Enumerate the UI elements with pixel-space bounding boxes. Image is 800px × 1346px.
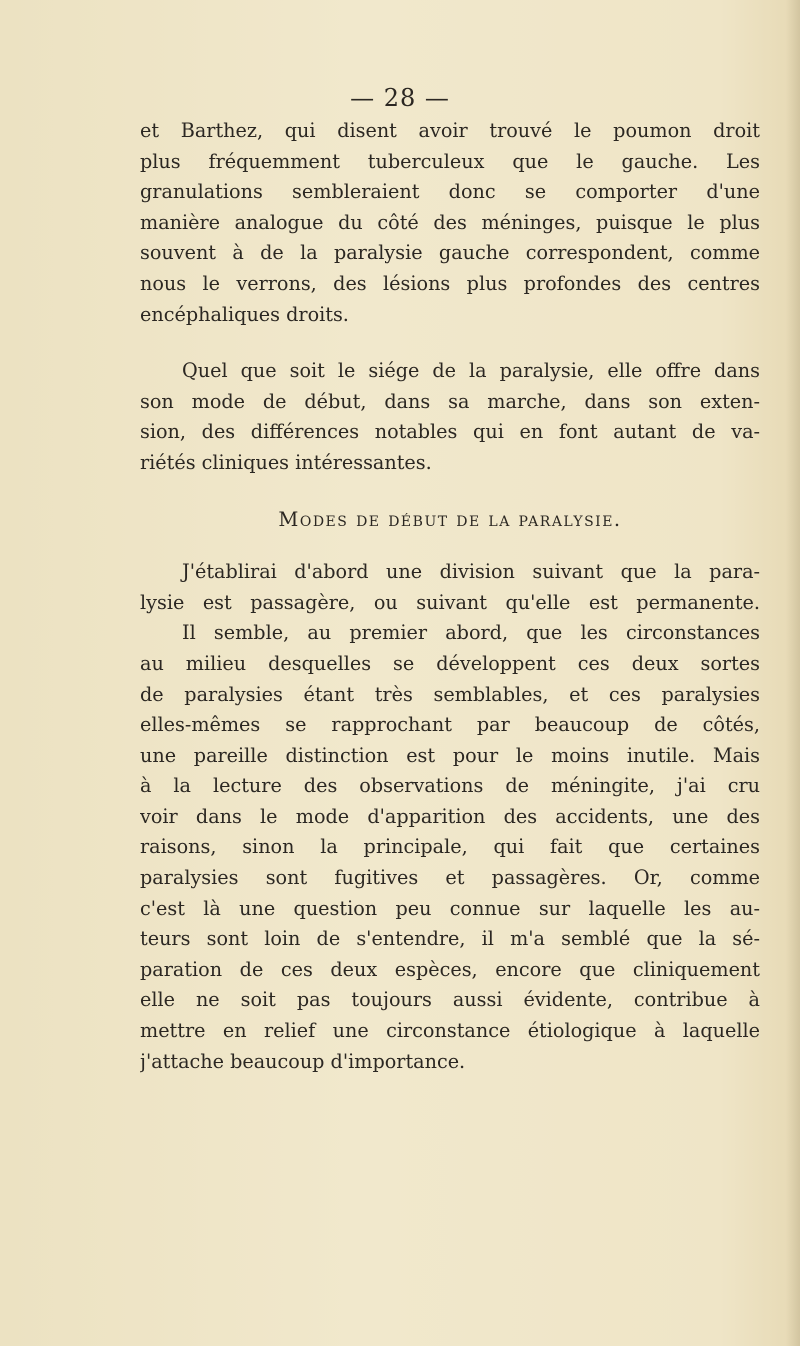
text-line: raisons, sinon la principale, qui fait que certaines [140, 835, 760, 859]
text-line: encéphaliques droits. [140, 302, 349, 326]
text-line: J'établirai d'abord une division suivant que la para- [182, 560, 760, 584]
paragraph-3 [140, 557, 760, 618]
text-line: au milieu desquelles se développent ces deux sortes [140, 651, 760, 675]
text-line: manière analogue du côté des méninges, puisque le plus [140, 210, 760, 234]
page-number: — 28 — [350, 84, 450, 112]
paragraph-1 [140, 116, 760, 330]
text-line: teurs sont loin de s'entendre, il m'a semblé que la sé- [140, 927, 760, 951]
text-line: paralysies sont fugitives et passagères. Or, comme [140, 866, 760, 890]
paragraph-spacer [140, 479, 760, 505]
text-line: j'attache beaucoup d'importance. [140, 1049, 466, 1073]
text-line: mettre en relief une circonstance étiologique à laquelle [140, 1019, 760, 1043]
text-line: de paralysies étant très semblables, et ces paralysies [140, 682, 760, 706]
text-line: riétés cliniques intéressantes. [140, 450, 432, 474]
text-line: elles-mêmes se rapprochant par beaucoup de côtés, [140, 713, 760, 737]
section-heading: Modes de début de la paralysie. [278, 507, 622, 531]
text-line: granulations sembleraient donc se comporter d'une [140, 180, 760, 204]
page-text [140, 116, 760, 1077]
text-line: nous le verrons, des lésions plus profondes des centres [140, 271, 760, 295]
text-line: Il semble, au premier abord, que les circonstances [182, 621, 760, 645]
text-line: et Barthez, qui disent avoir trouvé le poumon droit [140, 119, 760, 142]
text-line: sion, des différences notables qui en font autant de va- [140, 420, 760, 444]
text-line: voir dans le mode d'apparition des accidents, une des [140, 804, 760, 828]
paragraph-spacer [140, 330, 760, 356]
paragraph-4 [140, 618, 760, 1077]
text-line: son mode de début, dans sa marche, dans son exten- [140, 389, 760, 413]
text-line: à la lecture des observations de méningite, j'ai cru [140, 774, 760, 798]
paragraph-2 [140, 356, 760, 478]
page-edge-shadow [786, 0, 800, 1346]
text-line: plus fréquemment tuberculeux que le gauche. Les [140, 149, 760, 173]
paragraph-spacer [140, 535, 760, 557]
text-line: une pareille distinction est pour le moins inutile. Mais [140, 743, 760, 767]
text-line: souvent à de la paralysie gauche correspondent, comme [140, 241, 760, 265]
text-line: paration de ces deux espèces, encore que cliniquement [140, 957, 760, 981]
text-line: c'est là une question peu connue sur laquelle les au- [140, 896, 760, 920]
text-line: elle ne soit pas toujours aussi évidente, contribue à [140, 988, 760, 1012]
text-line: lysie est passagère, ou suivant qu'elle est permanente. [140, 590, 760, 614]
text-line: Quel que soit le siége de la paralysie, elle offre dans [182, 359, 760, 383]
